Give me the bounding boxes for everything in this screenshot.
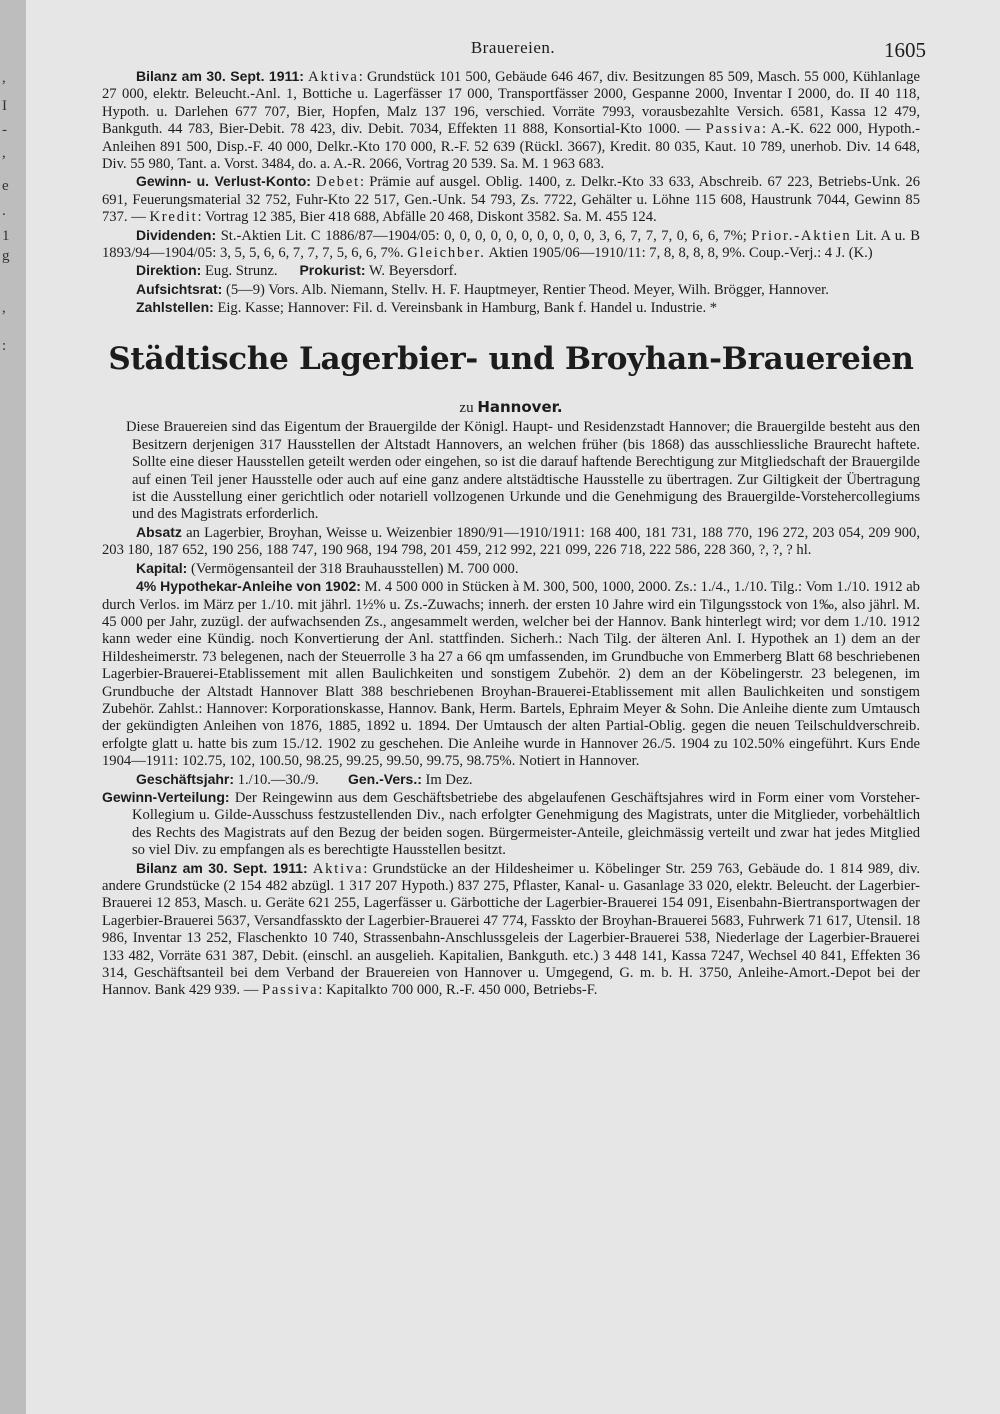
left-margin-fragment: e: [2, 178, 9, 194]
document-page: [26, 0, 1000, 1414]
sales-text: an Lagerbier, Broyhan, Weisse u. Weizenbier 1890/91—1910/1911: 168 400, 181 731, 188 770, 196 272, 203 054, 209 900, 203 180, 187 652, 190 256, 188 747, 190 968, 194 798, 201 459, 212 992, 221 099, 226 718, 222 586, 228 360, ?, ?, ? hl.: [102, 524, 920, 559]
left-margin-fragment: ,: [2, 145, 6, 161]
supervisory-board-label: Aufsichtsrat:: [136, 280, 223, 297]
passiva-word-2: Passiva: [261, 982, 319, 999]
intro-paragraph: Diese Brauereien sind das Eigentum der Brauergilde der Königl. Haupt- und Residenzstadt Hannover; die Brauergilde besteht aus den Besitzern derjenigen 317 Hausstellen der Altstadt Hannovers, an welchen früher (bis 1868) das ausschliessliche Braurecht haftete. Sollte eine dieser Hausstellen geteilt werden oder eingehen, so ist die darauf haftende Berechtigung zur Mitgliedschaft der Brauergilde auf einen Teil jener Hausstelle oder auch auf eine ganz andere altstädtische Hausstelle zu übertragen. Zur Giltigkeit der Übertragung ist die Ausstellung einer gerichtlich oder notariell vollzogenen Urkunde und die Genehmigung des Brauergilde-Vorstehercollegiums und des Magistrats erforderlich.: [126, 419, 920, 523]
sales-paragraph: [102, 524, 920, 560]
prokurist-label: Prokurist:: [299, 262, 366, 279]
general-meeting-label: Gen.-Vers.:: [347, 770, 422, 787]
direction-paragraph: [102, 262, 920, 280]
dividends-text: St.-Aktien Lit. C 1886/87—1904/05: 0, 0, 0, 0, 0, 0, 0, 0, 0, 0, 3, 6, 7, 7, 7, 0, 6, 6, 7%;: [216, 227, 752, 244]
aktiva-text: : Grundstück 101 500, Gebäude 646 467, div. Besitzungen 85 509, Masch. 55 000, Kühlanlage 27 000, elektr. Beleucht.-Anl. 1, Bottiche u. Lagerfässer 17 000, Transportfässer 2000, Gespanne 2000, Inventar I 2000, do. II 40 118, Hypoth. u. Darlehen 677 707, Bier, Hopfen, Malz 137 196, verschied. Vorräte 7993, vorausbezahlte Versich. 6581, Kassa 12 479, Bankguth. 44 783, Bier-Debit. 78 423, div. Debit. 7034, Effekten 11 888, Konsortial-Kto 1000. —: [102, 69, 920, 138]
gleichber-word: Gleichber.: [407, 245, 486, 262]
aktiva-word: Aktiva: [308, 69, 359, 85]
balance-sheet-paragraph: [102, 68, 920, 173]
fiscal-year-label: Geschäftsjahr:: [136, 770, 235, 787]
dividends-text-3: Aktien 1905/06—1910/11: 7, 8, 8, 8, 8, 9%. Coup.-Verj.: 4 J. (K.): [485, 245, 873, 262]
direction-label: Direktion:: [136, 262, 202, 279]
passiva-text: : A.-K. 622 000, Hypoth.-Anleihen 891 500, Disp.-F. 40 000, Delkr.-Kto 170 000, R.-F. 52 639 (Rückl. 3667), Kredit. 80 035, Kaut. 10 789, unerhob. Div. 14 648, Div. 55 980, Tant. a. Vorst. 3484, do. a. A.-R. 2066, Vortrag 20 539. Sa. M. 1 963 683.: [102, 121, 920, 173]
left-margin-fragment: ,: [2, 300, 6, 316]
balance-sheet-label-2: Bilanz am 30. Sept. 1911:: [136, 859, 308, 876]
profit-distribution-text: Der Reingewinn aus dem Geschäftsbetriebe des abgelaufenen Geschäftsjahres wird in Form einer vom Vorsteher-Kollegium u. Gilde-Ausschuss festzustellenden Div., nach erfolgter Genehmigung des Magistrats, unter die Mitglieder, vorbehältlich des Rechts des Magistrats auf den Bezug der beiden sogen. Bürgermeister-Anteile, gleichmässig verteilt und zwar hat jedes Mitglied so viel Div. zu empfangen als es berechtigte Hausstellen besitzt.: [132, 789, 920, 859]
company-location: [102, 398, 920, 417]
page-number: 1605: [884, 38, 926, 62]
capital-label: Kapital:: [136, 559, 188, 576]
fiscal-year-text: 1./10.—30./9.: [234, 771, 319, 788]
running-head: Brauereien.: [470, 38, 556, 57]
sales-label: Absatz: [136, 523, 182, 540]
profit-distribution-label: Gewinn-Verteilung:: [102, 788, 230, 805]
prokurist-text: W. Beyersdorf.: [365, 263, 458, 280]
prior-aktien-word: Prior.-Aktien: [751, 227, 852, 244]
kredit-word: Kredit: [149, 209, 198, 226]
capital-paragraph: [102, 560, 920, 578]
mortgage-loan-paragraph: [102, 578, 920, 770]
left-margin-fragment: g: [2, 248, 10, 264]
mortgage-loan-label: 4% Hypothekar-Anleihe von 1902:: [136, 578, 361, 595]
aktiva-word-2: Aktiva: [312, 860, 364, 877]
supervisory-board-text: (5—9) Vors. Alb. Niemann, Stellv. H. F. Hauptmeyer, Rentier Theod. Meyer, Wilh. Brögger, Hannover.: [222, 281, 829, 298]
paying-agents-label: Zahlstellen:: [136, 299, 214, 316]
debet-word: Debet: [316, 174, 360, 191]
left-margin-fragment: :: [2, 338, 7, 354]
location-prefix: zu: [459, 400, 478, 417]
profit-distribution-paragraph: [102, 789, 920, 860]
entry-previous-company: [102, 68, 920, 318]
capital-text: (Vermögensanteil der 318 Brauhausstellen) M. 700 000.: [187, 560, 519, 577]
passiva-text-2: : Kapitalkto 700 000, R.-F. 450 000, Betriebs-F.: [318, 982, 598, 999]
left-margin-fragment: 1: [2, 228, 10, 244]
paying-agents-text: Eig. Kasse; Hannover: Fil. d. Vereinsbank in Hamburg, Bank f. Handel u. Industrie. *: [213, 300, 718, 317]
general-meeting-text: Im Dez.: [421, 771, 473, 788]
kredit-text: : Vortrag 12 385, Bier 418 688, Abfälle 20 468, Diskont 3582. Sa. M. 455 124.: [197, 209, 657, 226]
page-content: [102, 68, 920, 1000]
balance-sheet-label: Bilanz am 30. Sept. 1911:: [136, 68, 304, 84]
left-margin-fragment: ,: [2, 70, 6, 86]
aktiva-text-2: : Grundstücke an der Hildesheimer u. Köbelinger Str. 259 763, Gebäude do. 1 814 989, div. andere Grundstücke (2 154 482 abzügl. 1 317 207 Hypoth.) 837 275, Pflaster, Kanal- u. Gasanlage 33 020, elektr. Beleucht. der Lagerbier-Brauerei 12 853, Masch. u. Geräte 621 255, Lagerfässer u. Gärbottiche der Lagerbier-Brauerei 154 091, Eisenbahn-Biertransportwagen der Lagerbier-Brauerei 5637, Versandfasskto der Lagerbier-Brauerei 47 774, Fasskto der Broyhan-Brauerei 5683, Fuhrwerk 71 617, Utensil. 18 986, Inventar 13 252, Flaschenkto 10 740, Strassenbahn-Anschlussgeleis der Lagerbier-Brauerei 538, Niederlage der Lagerbier-Brauerei 133 482, Vorräte 631 387, Debit. (einschl. an ausgelieh. Kapitalien, Bankguth. etc.) 3 448 141, Kassa 7247, Wechsel 40 841, Effekten 36 314, Geschäftsanteil bei dem Verband der Brauereien von Hannover u. Umgegend, G. m. b. H. 3750, Anleihe-Amort.-Depot bei der Hannov. Bank 429 939. —: [102, 860, 920, 999]
debet-text: : Prämie auf ausgel. Oblig. 1400, z. Delkr.-Kto 33 633, Abschreib. 67 223, Betriebs-Unk. 26 691, Feuerungsmaterial 32 752, Fuhr-Kto 22 517, Gen.-Unk. 54 793, Zs. 7722, Gehälter u. Löhne 115 608, Haustrunk 7044, Gewinn 85 737. —: [102, 174, 920, 226]
dividends-label: Dividenden:: [136, 226, 217, 243]
supervisory-board-paragraph: [102, 281, 920, 299]
dividends-text-2: Lit. A u. B 1893/94—1904/05: 3, 5, 5, 6, 6, 7, 7, 7, 5, 6, 6, 7%.: [102, 227, 920, 262]
profit-loss-label: Gewinn- u. Verlust-Konto:: [136, 173, 311, 190]
entry-staedtische-brauereien: [102, 340, 920, 1000]
left-margin-fragment: .: [2, 203, 6, 219]
page-header: [26, 38, 1000, 62]
left-page-edge: [0, 0, 26, 1414]
paying-agents-paragraph: [102, 299, 920, 317]
location-city: Hannover.: [477, 398, 563, 417]
profit-loss-paragraph: [102, 173, 920, 226]
company-title: Städtische Lagerbier- und Broyhan-Brauereien: [108, 340, 914, 377]
direction-text: Eug. Strunz.: [201, 263, 278, 280]
left-margin-fragment: I: [2, 98, 7, 114]
passiva-word: Passiva: [705, 121, 763, 138]
mortgage-loan-text: M. 4 500 000 in Stücken à M. 300, 500, 1000, 2000. Zs.: 1./4., 1./10. Tilg.: Vom 1./10. 1912 ab durch Verlos. im März per 1./10. mit jährl. 1½% u. Zs.-Zuwachs; innerh. der ersten 10 Jahre wird ein Tilgungsstock von 1‰, also jährl. M. 45 000 per Jahr, zuzügl. der aufwachsenden Zs., angesammelt werden, welcher bei der Hannov. Bank hinterlegt wird; vor dem 1./10. 1912 kann weder eine Kündig. noch Konvertierung der Anl. stattfinden. Sicherh.: Nach Tilg. der älteren Anl. I. Hypothek an 1) dem an der Hildesheimerstr. 73 belegenen, nach der Steuerrolle 3 ha 27 a 66 qm umfassenden, im Grundbuche von Emmerberg Blatt 68 beschriebenen Lagerbier-Brauerei-Etablissement mit allen Baulichkeiten und sonstigem Zubehör. 2) dem an der Köbelingerstr. 23 belegenen, im Grundbuche der Altstadt Hannover Blatt 388 beschriebenen Broyhan-Brauerei-Etablissement mit allen Baulichkeiten und sonstigem Zubehör. Zahlst.: Hannover: Korporationskasse, Hannov. Bank, Herm. Bartels, Ephraim Meyer & Sohn. Die Anleihe diente zum Umtausch der gekündigten Anleihen von 1876, 1885, 1892 u. 1894. Der Umtausch der alten Partial-Oblig. gegen die neuen Teilschuldverschreib. erfolgte glatt u. hatte bis zum 15./12. 1902 zu geschehen. Die Anleihe wurde in Hannover 26./5. 1904 zu 102.50% eingeführt. Kurs Ende 1904—1911: 102.75, 102, 100.50, 98.25, 99.25, 99.50, 99.75, 98.75%. Notiert in Hannover.: [102, 579, 920, 770]
left-margin-fragment: -: [2, 122, 7, 138]
dividends-paragraph: [102, 227, 920, 263]
balance-sheet-paragraph-2: [102, 860, 920, 1000]
fiscal-year-paragraph: [102, 771, 920, 789]
